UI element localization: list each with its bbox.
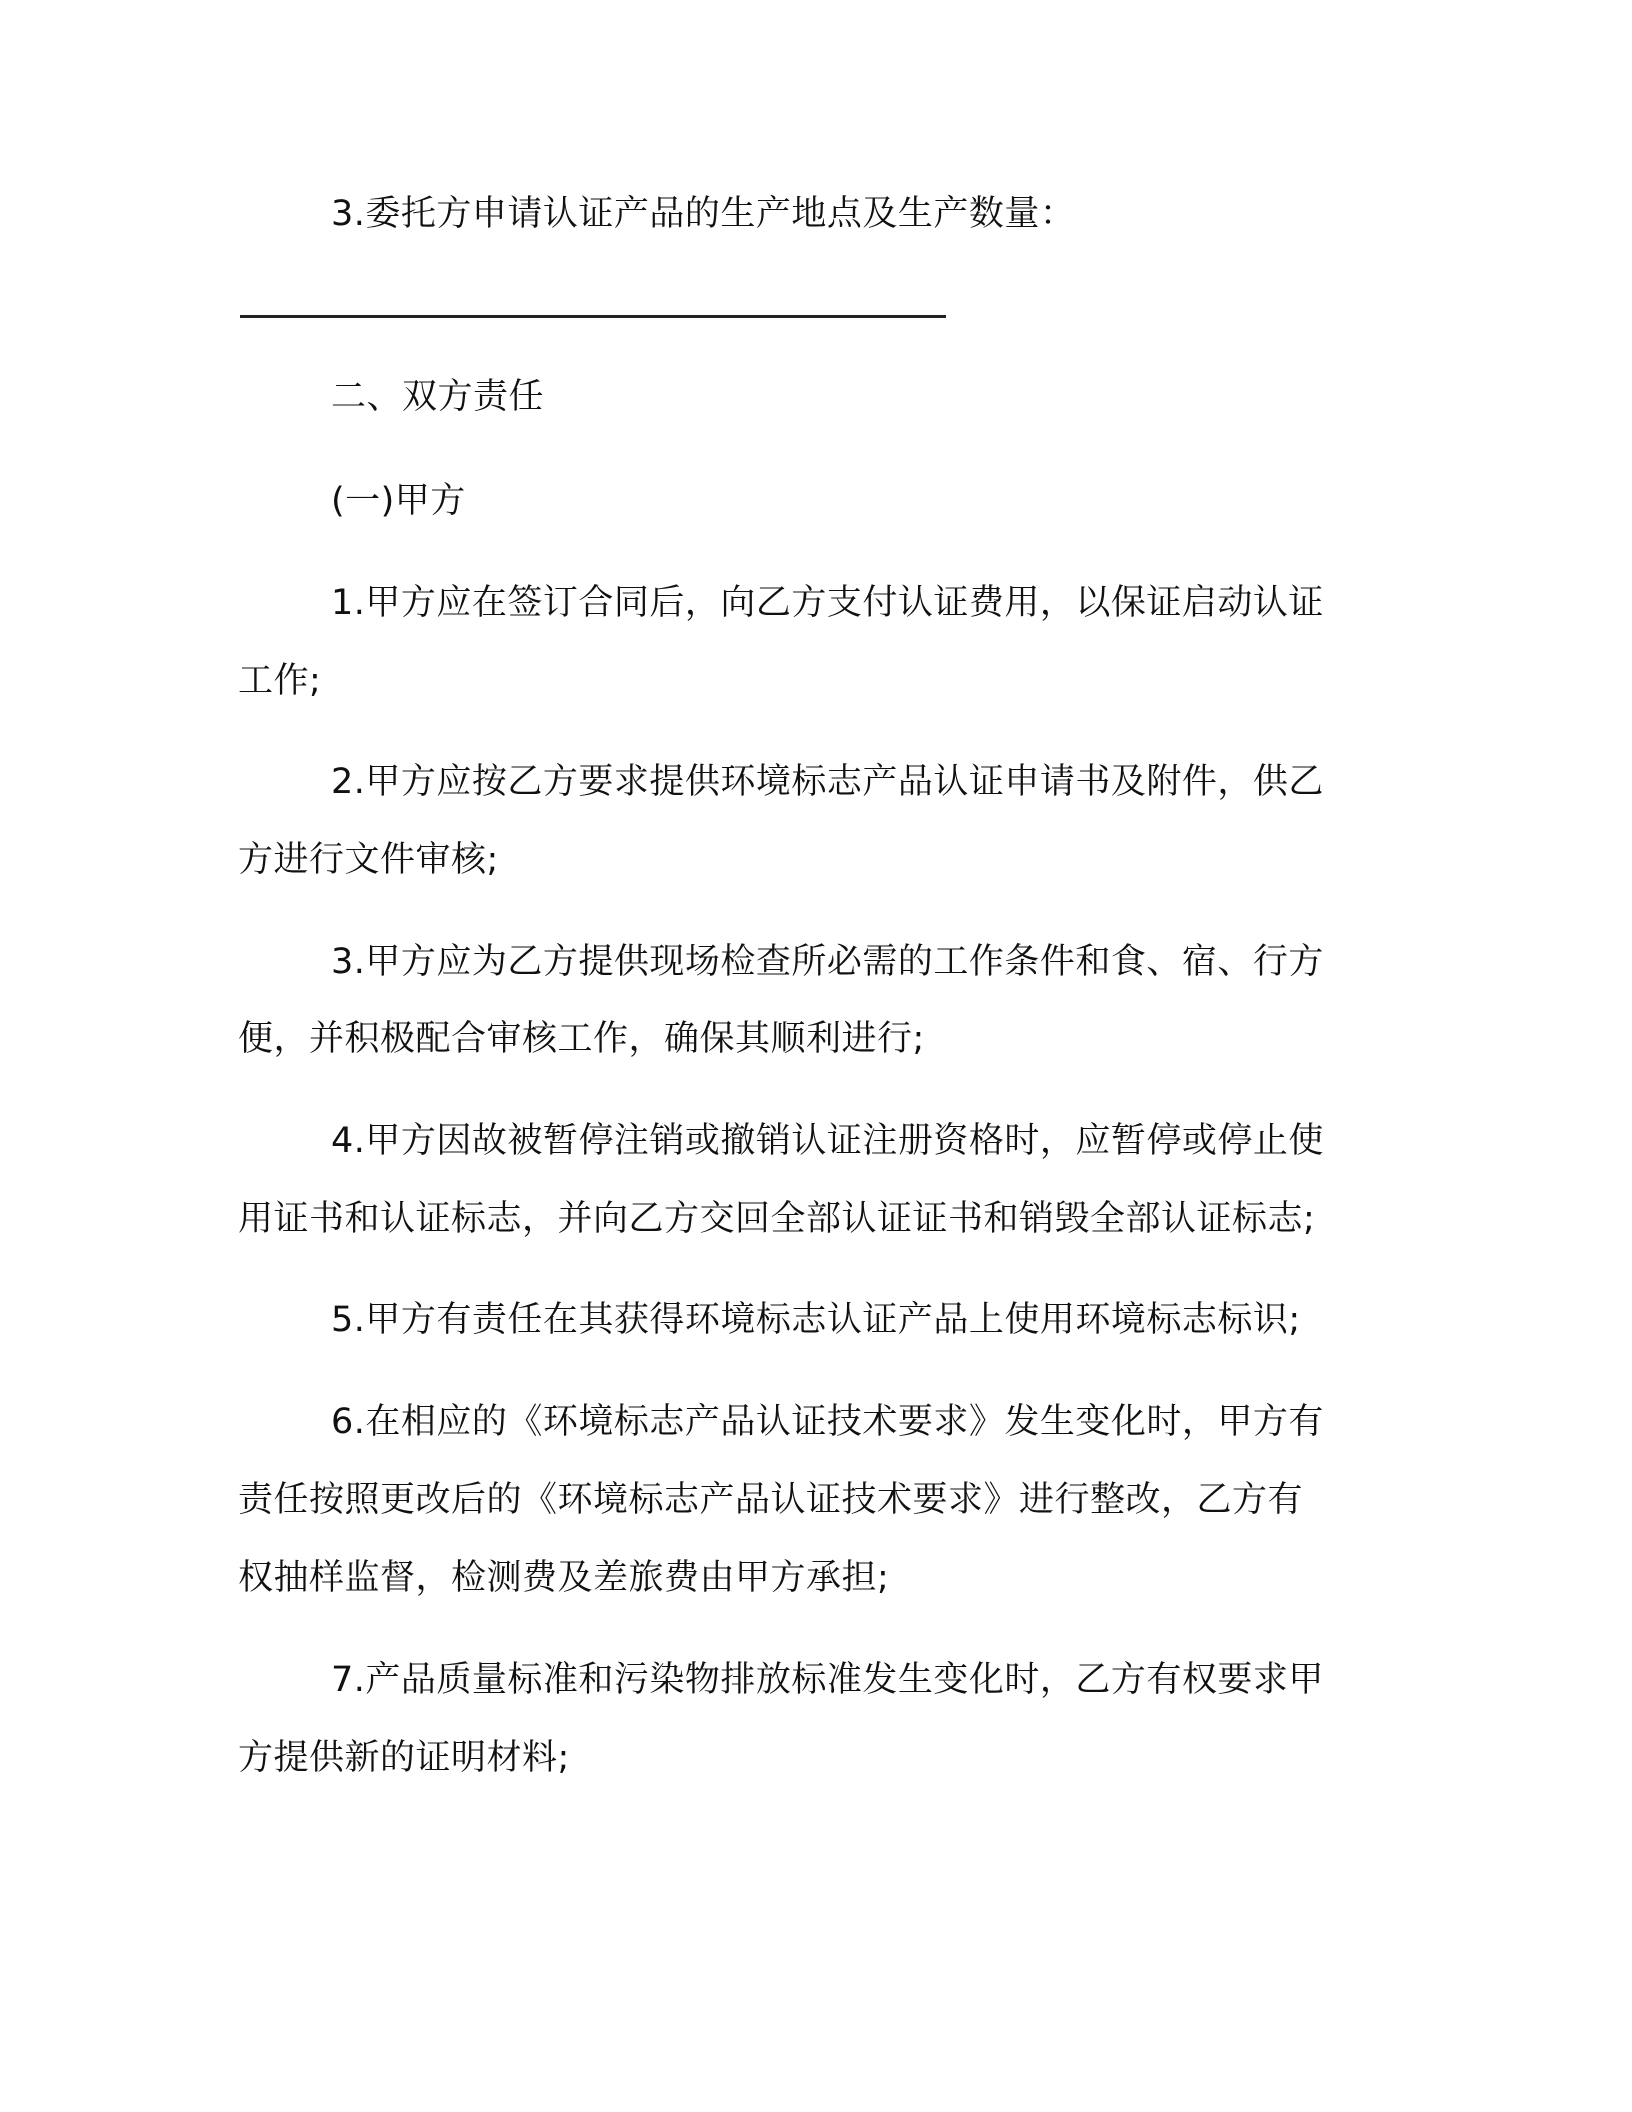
clause-2-line-1: 2.甲方应按乙方要求提供环境标志产品认证申请书及附件，供乙	[331, 762, 1324, 802]
clause-3-line-1: 3.甲方应为乙方提供现场检查所必需的工作条件和食、宿、行方	[331, 942, 1324, 982]
clause-6-line-3: 权抽样监督，检测费及差旅费由甲方承担;	[238, 1558, 890, 1598]
clause-1-line-2: 工作;	[238, 661, 322, 701]
clause-7-line-2: 方提供新的证明材料;	[238, 1738, 570, 1778]
party-a-title: (一)甲方	[331, 481, 466, 521]
clause-7-line-1: 7.产品质量标准和污染物排放标准发生变化时，乙方有权要求甲	[331, 1660, 1324, 1700]
clause-3-line-2: 便，并积极配合审核工作，确保其顺利进行;	[238, 1019, 925, 1059]
clause-6-line-2: 责任按照更改后的《环境标志产品认证技术要求》进行整改，乙方有	[238, 1480, 1304, 1520]
section2-title: 二、双方责任	[331, 377, 545, 417]
clause-5-line-1: 5.甲方有责任在其获得环境标志认证产品上使用环境标志标识;	[331, 1300, 1301, 1340]
fill-in-blank-line	[240, 315, 946, 318]
clause-4-line-1: 4.甲方因故被暂停注销或撤销认证注册资格时，应暂停或停止使	[331, 1121, 1324, 1161]
clause-1-line-1: 1.甲方应在签订合同后，向乙方支付认证费用，以保证启动认证	[331, 583, 1324, 623]
clause-2-line-2: 方进行文件审核;	[238, 840, 499, 880]
clause-6-line-1: 6.在相应的《环境标志产品认证技术要求》发生变化时，甲方有	[331, 1402, 1324, 1442]
clause-4-line-2: 用证书和认证标志，并向乙方交回全部认证证书和销毁全部认证标志;	[238, 1199, 1316, 1239]
item3-heading: 3.委托方申请认证产品的生产地点及生产数量：	[331, 194, 1076, 234]
